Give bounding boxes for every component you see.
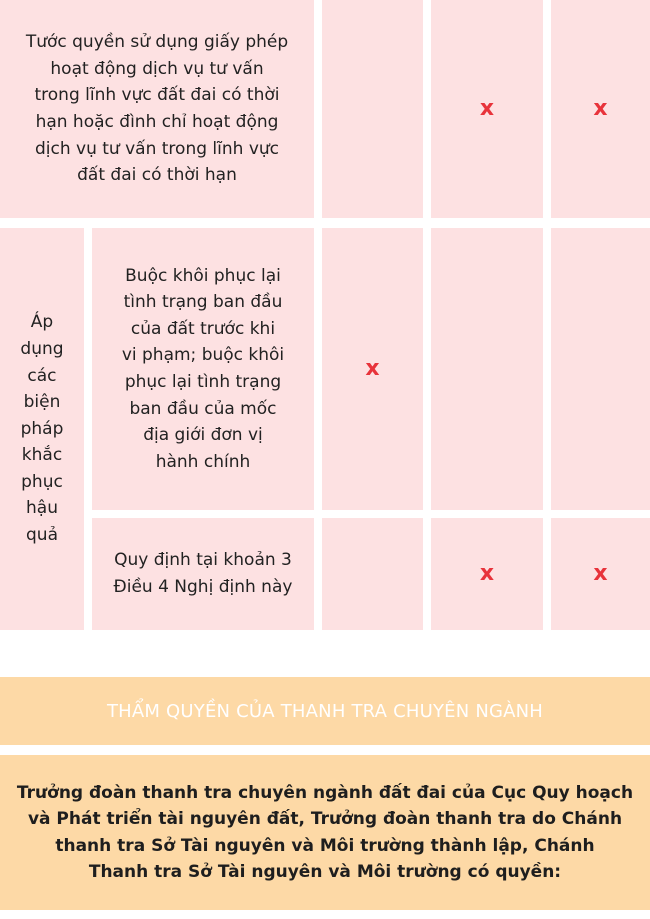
row2-col2-mark: x bbox=[365, 356, 380, 381]
row3-label-cell bbox=[92, 518, 314, 630]
row3-col3-cell bbox=[431, 518, 543, 630]
group-label: Áp dụng các biện pháp khắc phục hậu quả bbox=[20, 312, 64, 546]
row3-col3-mark: x bbox=[479, 561, 495, 586]
row1-col4-cell bbox=[551, 0, 650, 218]
row3-col4-cell bbox=[551, 518, 650, 630]
row2-col2-cell bbox=[322, 228, 423, 510]
section-body: Trưởng đoàn thanh tra chuyên ngành đất đai của Cục Quy hoạch và Phát triển tài nguyên đất, Trưởng đoàn thanh tra do Chánh thanh tra Sở Tài nguyên và Môi trường thành lập, Chánh Thanh tra Sở Tài nguyên và Môi trường có quyền: bbox=[16, 782, 634, 882]
row3-col2-cell bbox=[322, 518, 423, 630]
row1-label: Tước quyền sử dụng giấy phép hoạt động dịch vụ tư vấn trong lĩnh vực đất đai có thời hạn hoặc đình chỉ hoạt động dịch vụ tư vấn trong lĩnh vực đất đai có thời hạn bbox=[25, 32, 289, 186]
row1-col2-cell bbox=[322, 0, 423, 218]
row1-col3-mark: x bbox=[479, 96, 495, 121]
row1-col4-mark: x bbox=[593, 96, 608, 121]
row1-col3-cell bbox=[431, 0, 543, 218]
row2-col4-cell bbox=[551, 228, 650, 510]
row2-label: Buộc khôi phục lại tình trạng ban đầu của đất trước khi vi phạm; buộc khôi phục lại tình trạng ban đầu của mốc địa giới đơn vị hành chính bbox=[121, 265, 285, 472]
row3-label: Quy định tại khoản 3 Điều 4 Nghị định này bbox=[113, 550, 293, 597]
row3-col4-mark: x bbox=[593, 561, 608, 586]
section-title-band bbox=[0, 677, 650, 745]
row2-label-cell bbox=[92, 228, 314, 510]
row2-col3-cell bbox=[431, 228, 543, 510]
section-body-band bbox=[0, 755, 650, 910]
group-label-cell bbox=[0, 228, 84, 630]
section-title: THẨM QUYỀN CỦA THANH TRA CHUYÊN NGÀNH bbox=[106, 700, 544, 722]
row1-label-cell bbox=[0, 0, 314, 218]
